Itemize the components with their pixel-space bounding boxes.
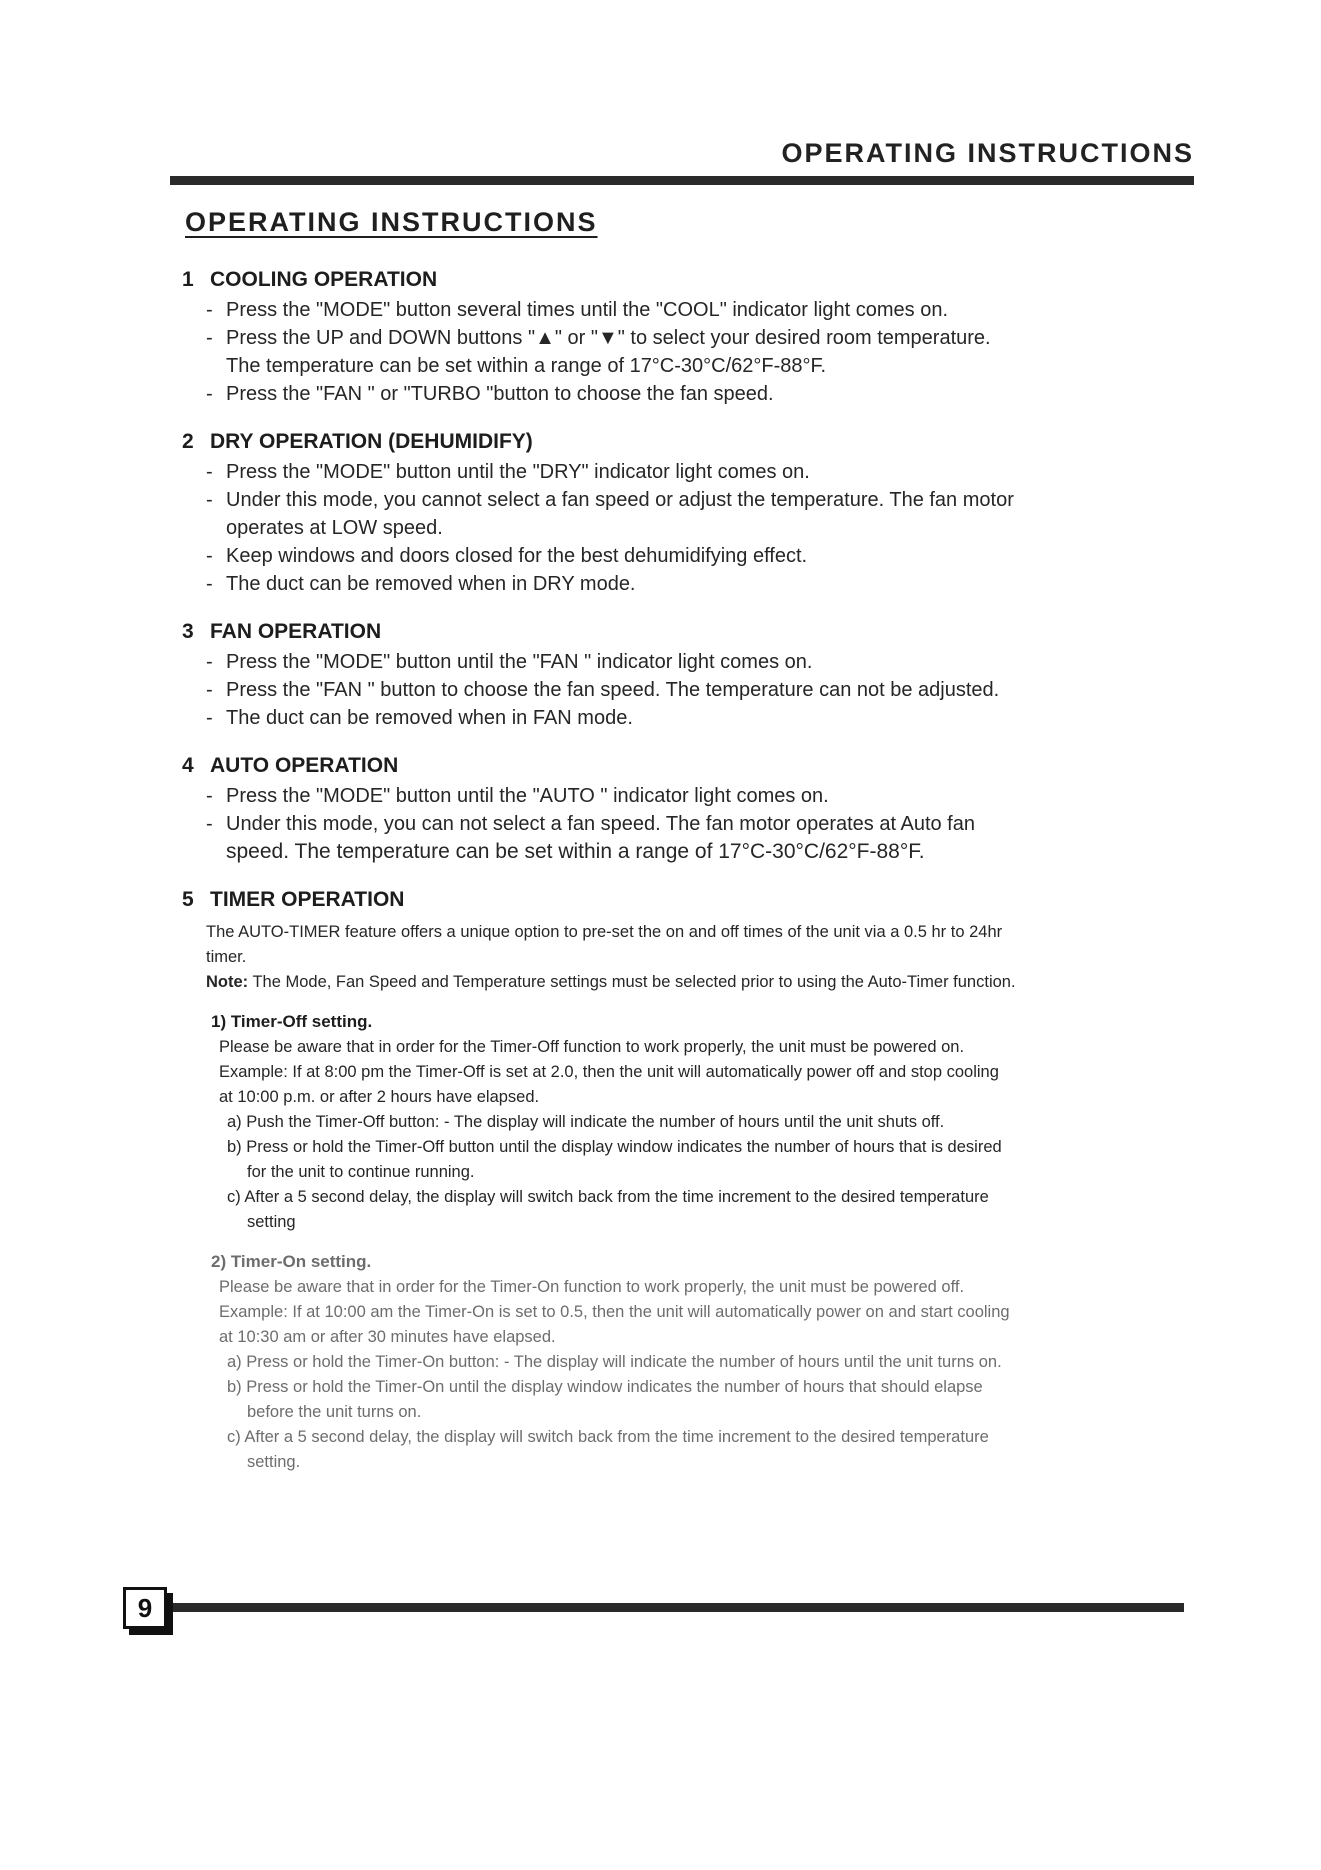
bullet-line: - Press the "MODE" button until the "DRY" indicator light comes on. (206, 458, 1192, 486)
timer-on-line: at 10:30 am or after 30 minutes have elapsed. (219, 1328, 556, 1346)
bullet-line: - Press the UP and DOWN buttons "▲" or "▼" to select your desired room temperature. (206, 324, 1192, 352)
section-heading (182, 884, 1192, 916)
section-title: FAN OPERATION (210, 620, 382, 643)
header-rule (170, 176, 1194, 185)
page-number: 9 (123, 1587, 167, 1629)
section-number: 4 (182, 754, 194, 777)
section-2 (182, 426, 1192, 598)
footer-rule (172, 1603, 1184, 1612)
section-number: 5 (182, 888, 194, 911)
section-heading (182, 750, 1192, 782)
bullet-line: - Press the "FAN " button to choose the fan speed. The temperature can not be adjusted. (206, 676, 1192, 704)
timer-on-title: 2) Timer-On setting. (211, 1252, 372, 1271)
section-title: DRY OPERATION (DEHUMIDIFY) (210, 430, 533, 453)
bullet-line: - The duct can be removed when in FAN mode. (206, 704, 1192, 732)
timer-intro-line: timer. (206, 948, 247, 966)
timer-step: a) Push the Timer-Off button: - The display will indicate the number of hours until the unit shuts off. (227, 1113, 945, 1131)
continuation-line: operates at LOW speed. (226, 517, 443, 539)
timer-note (206, 970, 1192, 995)
timer-on-line: Please be aware that in order for the Timer-On function to work properly, the unit must be powered off. (219, 1278, 965, 1296)
timer-off-title: 1) Timer-Off setting. (211, 1012, 373, 1031)
bullet-line: - Press the "MODE" button until the "AUTO " indicator light comes on. (206, 782, 1192, 810)
section-title: AUTO OPERATION (210, 754, 399, 777)
bullet-line: - Keep windows and doors closed for the best dehumidifying effect. (206, 542, 1192, 570)
bullet-line: - Press the "MODE" button several times until the "COOL" indicator light comes on. (206, 296, 1192, 324)
timer-step: c) After a 5 second delay, the display will switch back from the time increment to the desired temperature (227, 1428, 989, 1446)
section-lines (182, 648, 1192, 732)
timer-on-line: Example: If at 10:00 am the Timer-On is set to 0.5, then the unit will automatically power on and start cooling (219, 1303, 1010, 1321)
section-lines (182, 296, 1192, 408)
timer-off-line: Please be aware that in order for the Timer-Off function to work properly, the unit must be powered on. (219, 1038, 965, 1056)
timer-off-line: Example: If at 8:00 pm the Timer-Off is set at 2.0, then the unit will automatically power off and stop cooling (219, 1063, 999, 1081)
timer-step-continuation: setting. (247, 1453, 301, 1471)
bullet-line: - Press the "MODE" button until the "FAN " indicator light comes on. (206, 648, 1192, 676)
bullet-line: - Press the "FAN " or "TURBO "button to choose the fan speed. (206, 380, 1192, 408)
timer-off-setting (206, 1009, 1192, 1235)
continuation-line: The temperature can be set within a range of 17°C-30°C/62°F-88°F. (226, 355, 827, 377)
timer-step: a) Press or hold the Timer-On button: - The display will indicate the number of hours until the unit turns on. (227, 1353, 1002, 1371)
note-text: The Mode, Fan Speed and Temperature settings must be selected prior to using the Auto-Timer function. (248, 973, 1016, 991)
timer-intro-line: The AUTO-TIMER feature offers a unique option to pre-set the on and off times of the unit via a 0.5 hr to 24hr (206, 923, 1003, 941)
bullet-line: - Under this mode, you cannot select a fan speed or adjust the temperature. The fan motor (206, 486, 1192, 514)
sections-list (182, 264, 1192, 866)
content (182, 264, 1192, 1493)
timer-step-continuation: for the unit to continue running. (247, 1163, 475, 1181)
section-title: TIMER OPERATION (210, 888, 405, 911)
bullet-line: - The duct can be removed when in DRY mode. (206, 570, 1192, 598)
timer-off-line: at 10:00 p.m. or after 2 hours have elapsed. (219, 1088, 540, 1106)
timer-step: b) Press or hold the Timer-Off button until the display window indicates the number of hours that is desired (227, 1138, 1002, 1156)
note-label: Note: (206, 973, 249, 991)
section-number: 1 (182, 268, 194, 291)
section-number: 2 (182, 430, 194, 453)
bullet-line: - Under this mode, you can not select a fan speed. The fan motor operates at Auto fan (206, 810, 1192, 838)
timer-step: b) Press or hold the Timer-On until the display window indicates the number of hours that should elapse (227, 1378, 983, 1396)
section-heading (182, 616, 1192, 648)
timer-on-setting (206, 1249, 1192, 1475)
section-number: 3 (182, 620, 194, 643)
page-title: OPERATING INSTRUCTIONS (185, 207, 598, 237)
section-title: COOLING OPERATION (210, 268, 438, 291)
header-title: OPERATING INSTRUCTIONS (781, 138, 1194, 168)
section-lines (182, 458, 1192, 598)
section-timer (182, 884, 1192, 1475)
section-3 (182, 616, 1192, 732)
section-4 (182, 750, 1192, 866)
section-heading (182, 426, 1192, 458)
timer-block (182, 920, 1192, 1475)
section-lines (182, 782, 1192, 866)
continuation-line: speed. The temperature can be set within a range of 17°C-30°C/62°F-88°F. (226, 840, 925, 863)
timer-step-continuation: before the unit turns on. (247, 1403, 422, 1421)
section-1 (182, 264, 1192, 408)
section-heading (182, 264, 1192, 296)
timer-step: c) After a 5 second delay, the display will switch back from the time increment to the desired temperature (227, 1188, 989, 1206)
timer-step-continuation: setting (247, 1213, 296, 1231)
